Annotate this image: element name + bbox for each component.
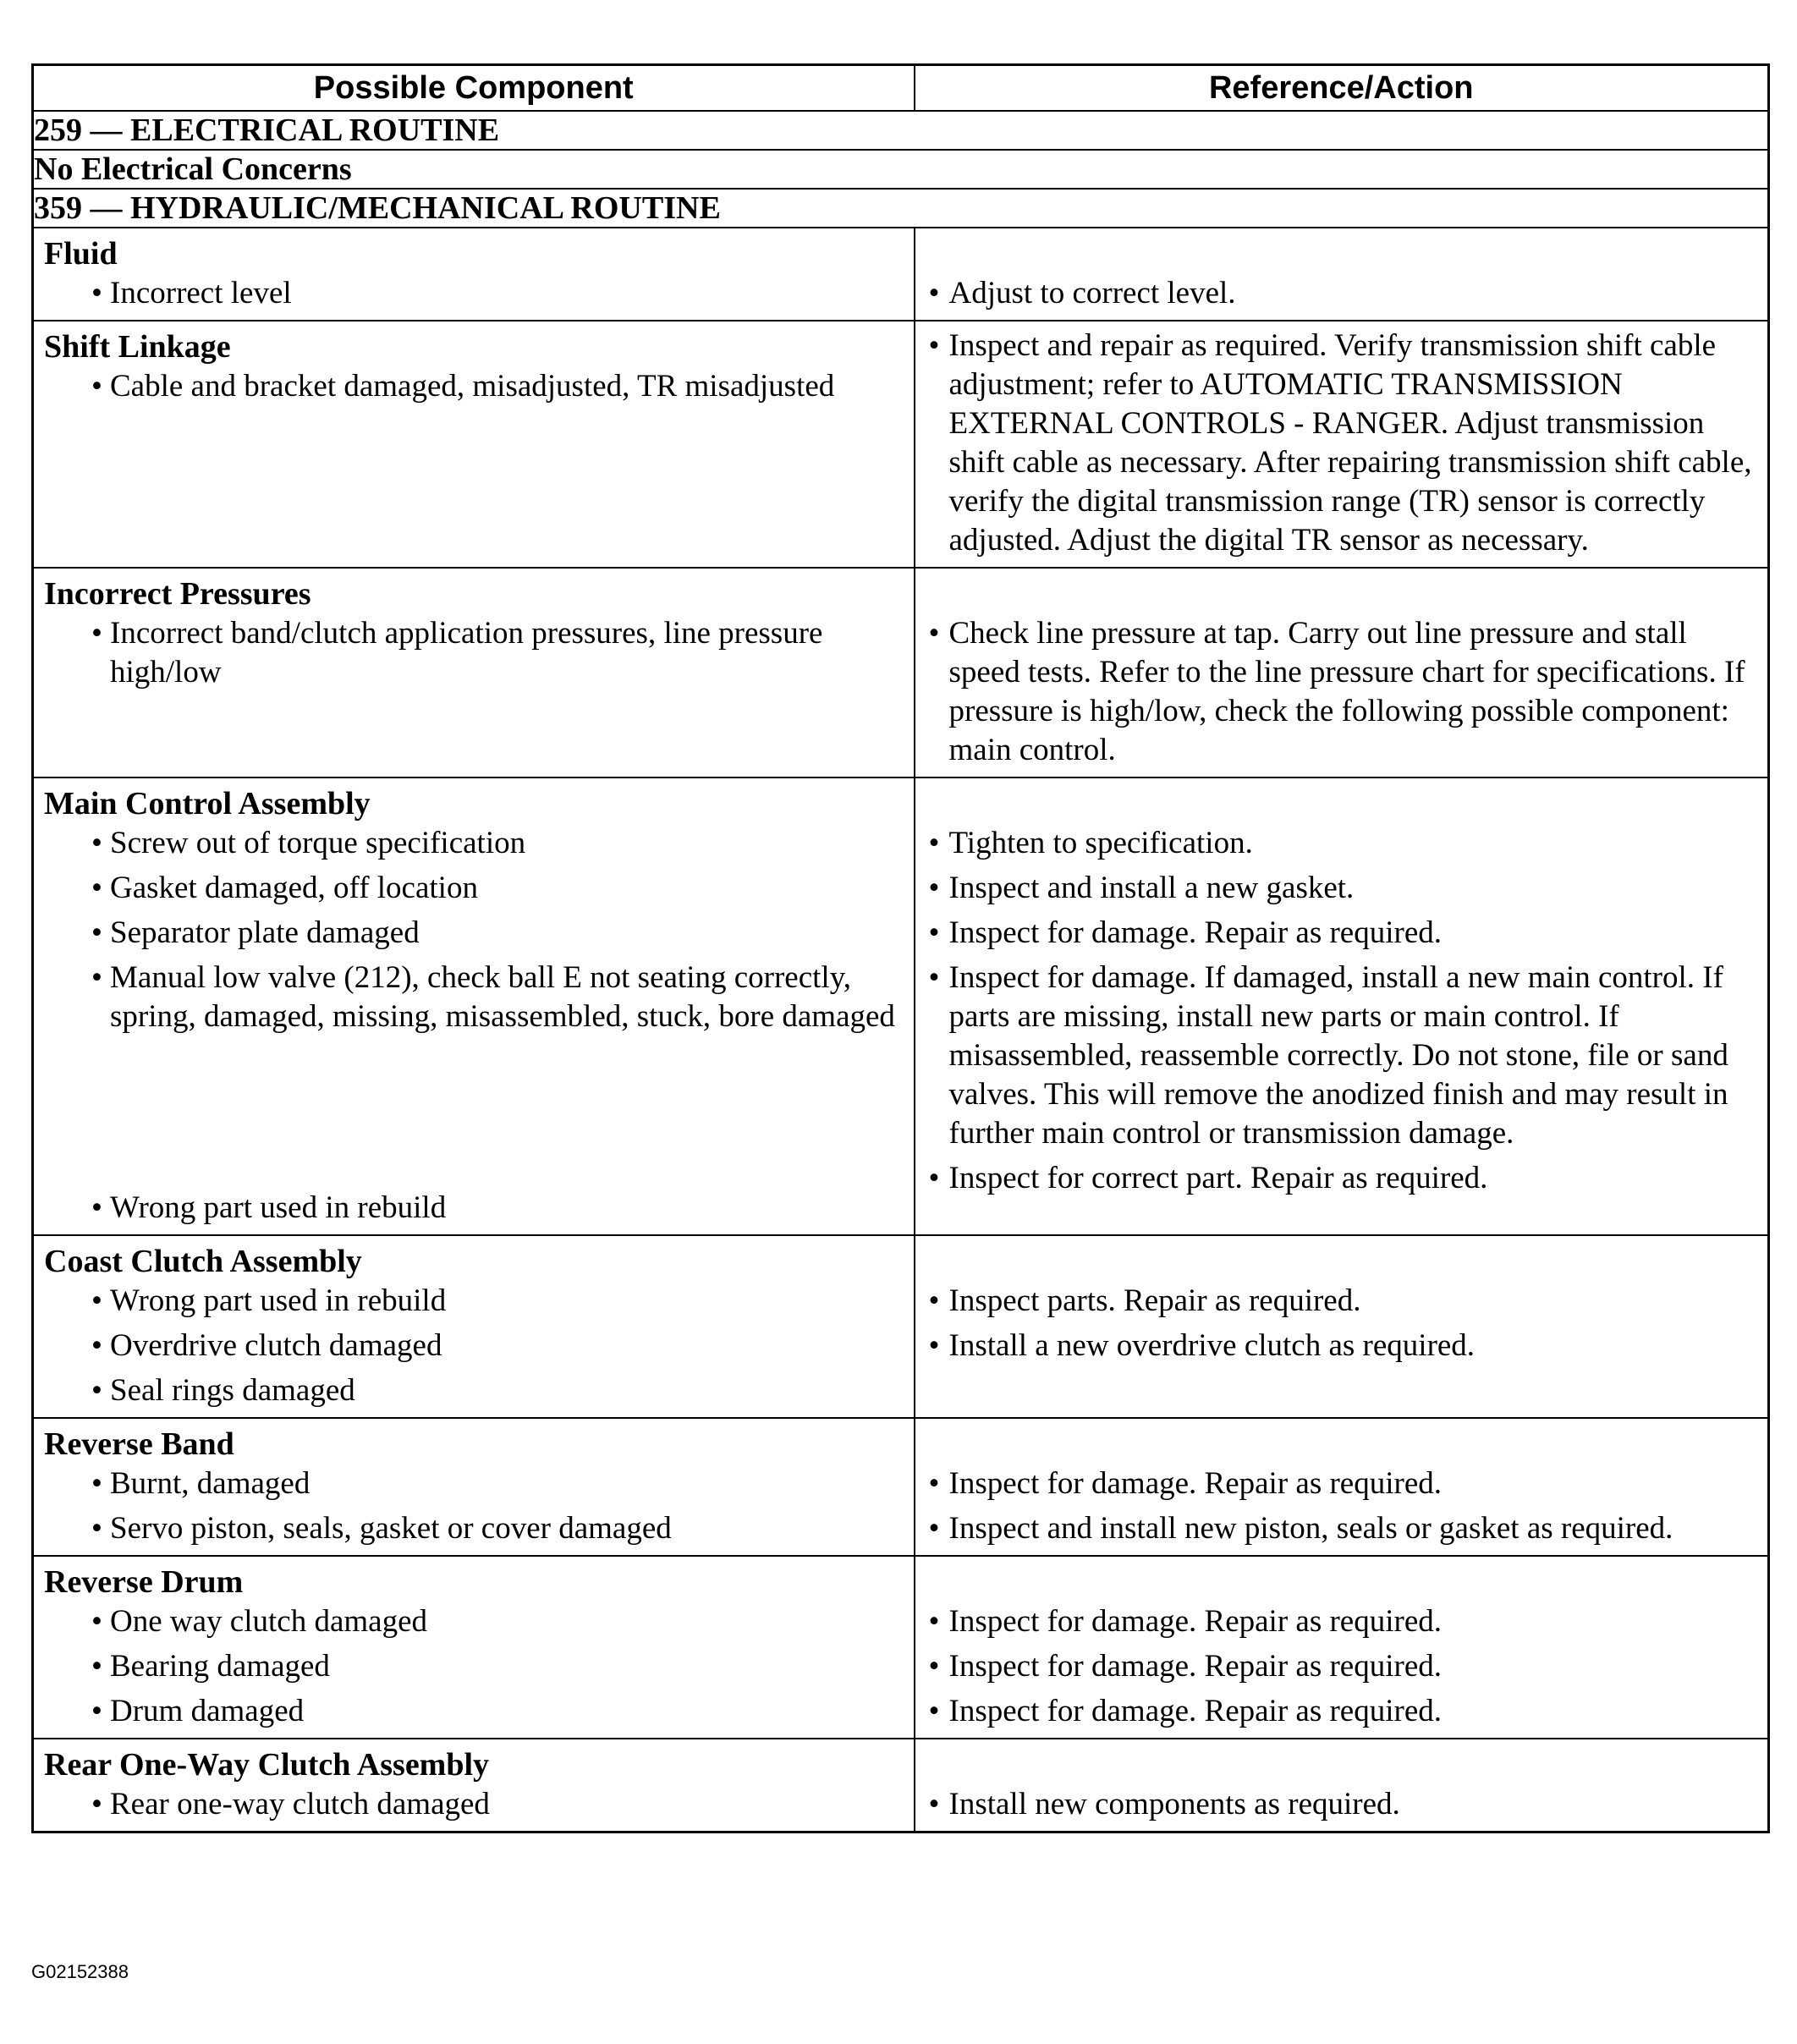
cause-item: • Separator plate damaged <box>34 914 914 953</box>
cause-item: • Screw out of torque specification <box>34 824 914 863</box>
group-title: Rear One-Way Clutch Assembly <box>44 1747 490 1783</box>
cause-item: • Drum damaged <box>34 1692 914 1731</box>
section-row <box>33 150 1769 189</box>
action-item: • Inspect for damage. Repair as required. <box>915 1602 1768 1641</box>
action-cell <box>915 1235 1769 1418</box>
cause-item: • Wrong part used in rebuild <box>34 1189 914 1228</box>
action-item: • Inspect for damage. If damaged, install a new main control. If parts are missing, install new parts or main control. If misassembled, reassemble correctly. Do not stone, file or sand valves. This will remove the anodized finish and may result in further main control or transmission damage. <box>915 959 1768 1153</box>
group-row-shift-linkage <box>33 321 1769 568</box>
group-row-main-control <box>33 777 1769 1235</box>
diagnosis-page <box>31 63 1767 1833</box>
action-list <box>915 1419 1768 1555</box>
group-row-rear-one-way-clutch <box>33 1739 1769 1832</box>
action-item: • Inspect for correct part. Repair as required. <box>915 1159 1768 1198</box>
group-title: Reverse Band <box>44 1426 234 1462</box>
group-title: Fluid <box>44 236 118 272</box>
action-item: • Check line pressure at tap. Carry out line pressure and stall speed tests. Refer to the line pressure chart for specifications. If pressure is high/low, check the following possible component: main control. <box>915 614 1768 770</box>
cause-item: • Incorrect level <box>34 274 914 313</box>
column-header-component: Possible Component <box>33 65 915 112</box>
group-title: Coast Clutch Assembly <box>44 1244 362 1279</box>
cause-list <box>34 1464 914 1555</box>
action-cell <box>915 1556 1769 1739</box>
action-list <box>915 1557 1768 1738</box>
cause-list <box>34 1785 914 1831</box>
action-item: • Install new components as required. <box>915 1785 1768 1824</box>
component-cell <box>33 1418 915 1556</box>
cause-item: • One way clutch damaged <box>34 1602 914 1641</box>
group-row-incorrect-pressures <box>33 568 1769 777</box>
action-item: • Install a new overdrive clutch as required. <box>915 1327 1768 1365</box>
group-row-coast-clutch <box>33 1235 1769 1418</box>
action-item: • Inspect parts. Repair as required. <box>915 1282 1768 1321</box>
cause-item: • Servo piston, seals, gasket or cover damaged <box>34 1509 914 1548</box>
group-title: Main Control Assembly <box>44 786 371 821</box>
header-row <box>33 65 1769 112</box>
action-item: • Adjust to correct level. <box>915 274 1768 313</box>
action-cell <box>915 228 1769 321</box>
action-list <box>915 1236 1768 1372</box>
cause-list <box>34 274 914 320</box>
action-list <box>915 569 1768 777</box>
action-cell <box>915 1739 1769 1832</box>
action-cell <box>915 1418 1769 1556</box>
section-title-electrical: 259 — ELECTRICAL ROUTINE <box>33 111 1769 150</box>
component-cell <box>33 1556 915 1739</box>
cause-list <box>34 824 914 1234</box>
cause-item: • Manual low valve (212), check ball E not seating correctly, spring, damaged, missing, misassembled, stuck, bore damaged <box>34 959 914 1183</box>
cause-item: • Seal rings damaged <box>34 1371 914 1410</box>
component-cell <box>33 1739 915 1832</box>
action-item: • Inspect for damage. Repair as required. <box>915 1692 1768 1731</box>
action-cell <box>915 568 1769 777</box>
action-item: • Inspect for damage. Repair as required. <box>915 914 1768 953</box>
component-cell <box>33 321 915 568</box>
component-cell <box>33 228 915 321</box>
cause-item: • Wrong part used in rebuild <box>34 1282 914 1321</box>
action-list <box>915 321 1768 567</box>
group-title: Incorrect Pressures <box>44 576 311 612</box>
group-row-fluid <box>33 228 1769 321</box>
action-item: • Inspect and repair as required. Verify transmission shift cable adjustment; refer to AUTOMATIC TRANSMISSION EXTERNAL CONTROLS - RANGER. Adjust transmission shift cable as necessary. After repairing transmission shift cable, verify the digital transmission range (TR) sensor is correctly adjusted. Adjust the digital TR sensor as necessary. <box>915 327 1768 560</box>
section-row <box>33 111 1769 150</box>
cause-item: • Gasket damaged, off location <box>34 869 914 908</box>
section-title-hydraulic: 359 — HYDRAULIC/MECHANICAL ROUTINE <box>33 189 1769 228</box>
figure-id: G02152388 <box>31 1961 129 1982</box>
section-row <box>33 189 1769 228</box>
action-item: • Tighten to specification. <box>915 824 1768 863</box>
cause-item: • Bearing damaged <box>34 1647 914 1686</box>
section-title-no-electrical: No Electrical Concerns <box>33 150 1769 189</box>
cause-list <box>34 1602 914 1738</box>
component-cell <box>33 568 915 777</box>
component-cell <box>33 1235 915 1418</box>
group-row-reverse-band <box>33 1418 1769 1556</box>
action-list <box>915 1739 1768 1831</box>
action-cell <box>915 321 1769 568</box>
diagnosis-table <box>31 63 1770 1833</box>
cause-item: • Rear one-way clutch damaged <box>34 1785 914 1824</box>
group-title: Shift Linkage <box>44 329 231 365</box>
cause-item: • Overdrive clutch damaged <box>34 1327 914 1365</box>
cause-item: • Burnt, damaged <box>34 1464 914 1503</box>
cause-item: • Cable and bracket damaged, misadjusted, TR misadjusted <box>34 367 914 406</box>
action-list <box>915 228 1768 320</box>
component-cell <box>33 777 915 1235</box>
action-list <box>915 778 1768 1205</box>
action-item: • Inspect for damage. Repair as required. <box>915 1647 1768 1686</box>
group-title: Reverse Drum <box>44 1564 244 1600</box>
action-item: • Inspect for damage. Repair as required. <box>915 1464 1768 1503</box>
action-cell <box>915 777 1769 1235</box>
cause-list <box>34 367 914 413</box>
action-item: • Inspect and install a new gasket. <box>915 869 1768 908</box>
cause-list <box>34 614 914 699</box>
group-row-reverse-drum <box>33 1556 1769 1739</box>
cause-item: • Incorrect band/clutch application pressures, line pressure high/low <box>34 614 914 692</box>
cause-list <box>34 1282 914 1417</box>
action-item: • Inspect and install new piston, seals or gasket as required. <box>915 1509 1768 1548</box>
column-header-action: Reference/Action <box>915 65 1769 112</box>
